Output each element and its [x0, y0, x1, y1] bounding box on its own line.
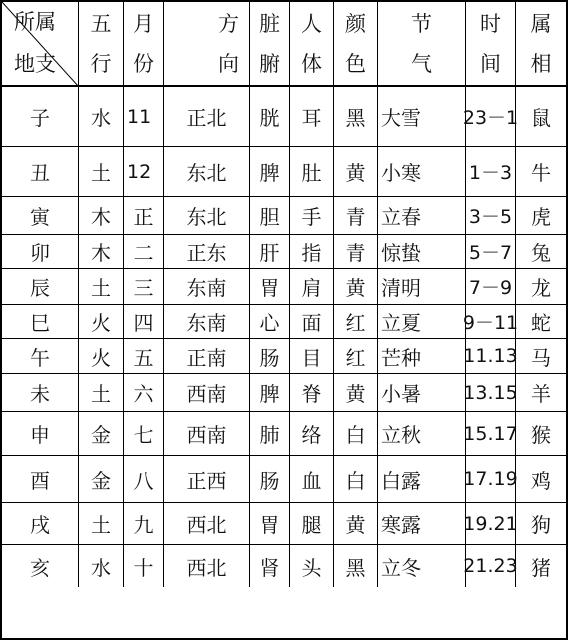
cell-dizhi: 未 [2, 374, 79, 412]
cell-time: 23－1 [466, 87, 516, 147]
cell-body: 头 [290, 545, 334, 587]
header-time-top: 时 [480, 11, 501, 36]
cell-zodiac: 猴 [516, 412, 566, 456]
cell-direction: 正西 [164, 456, 250, 503]
header-color-bottom: 色 [345, 51, 366, 76]
cell-dizhi: 申 [2, 412, 79, 456]
cell-direction: 东南 [164, 269, 250, 305]
cell-color: 红 [334, 339, 378, 374]
cell-dizhi: 酉 [2, 456, 79, 503]
cell-time: 5－7 [466, 235, 516, 269]
cell-zodiac: 鸡 [516, 456, 566, 503]
cell-dizhi: 午 [2, 339, 79, 374]
cell-wuxing: 火 [79, 305, 124, 339]
header-solar-term [378, 2, 466, 87]
cell-month: 六 [124, 374, 164, 412]
cell-dizhi: 丑 [2, 147, 79, 197]
header-organ-bottom: 腑 [259, 51, 280, 76]
corner-bottom-label: 地支 [14, 52, 56, 76]
cell-body: 手 [290, 197, 334, 235]
header-time [466, 2, 516, 87]
cell-solar-term: 小寒 [378, 147, 466, 197]
header-direction-top: 方 [218, 11, 239, 36]
cell-solar-term: 寒露 [378, 503, 466, 545]
cell-body: 腿 [290, 503, 334, 545]
cell-time: 21.23 [466, 545, 516, 587]
cell-dizhi: 寅 [2, 197, 79, 235]
cell-wuxing: 水 [79, 545, 124, 587]
cell-zodiac: 虎 [516, 197, 566, 235]
cell-zodiac: 牛 [516, 147, 566, 197]
cell-month: 12 [124, 147, 164, 197]
cell-body: 脊 [290, 374, 334, 412]
cell-wuxing: 火 [79, 339, 124, 374]
cell-direction: 西南 [164, 374, 250, 412]
cell-time: 3－5 [466, 197, 516, 235]
cell-month: 九 [124, 503, 164, 545]
cell-direction: 西北 [164, 545, 250, 587]
header-body [290, 2, 334, 87]
cell-body: 络 [290, 412, 334, 456]
cell-organ: 肾 [250, 545, 290, 587]
corner-header [2, 2, 79, 87]
header-wuxing [79, 2, 124, 87]
cell-solar-term: 大雪 [378, 87, 466, 147]
cell-month: 十 [124, 545, 164, 587]
cell-color: 黑 [334, 545, 378, 587]
cell-color: 黄 [334, 147, 378, 197]
cell-dizhi: 巳 [2, 305, 79, 339]
cell-month: 三 [124, 269, 164, 305]
header-direction-bottom: 向 [218, 51, 239, 76]
cell-direction: 西南 [164, 412, 250, 456]
cell-direction: 正东 [164, 235, 250, 269]
cell-body: 血 [290, 456, 334, 503]
cell-month: 正 [124, 197, 164, 235]
cell-color: 青 [334, 197, 378, 235]
header-solar-term-top: 节 [411, 11, 432, 36]
cell-organ: 心 [250, 305, 290, 339]
cell-month: 七 [124, 412, 164, 456]
cell-time: 9－11 [466, 305, 516, 339]
cell-color: 黄 [334, 503, 378, 545]
header-solar-term-bottom: 气 [411, 51, 432, 76]
cell-organ: 胆 [250, 197, 290, 235]
cell-wuxing: 土 [79, 374, 124, 412]
cell-time: 11.13 [466, 339, 516, 374]
cell-solar-term: 小暑 [378, 374, 466, 412]
cell-wuxing: 金 [79, 412, 124, 456]
cell-dizhi: 辰 [2, 269, 79, 305]
cell-dizhi: 亥 [2, 545, 79, 587]
cell-zodiac: 龙 [516, 269, 566, 305]
cell-time: 15.17 [466, 412, 516, 456]
cell-month: 八 [124, 456, 164, 503]
corner-top-label: 所属 [14, 10, 56, 34]
cell-organ: 脾 [250, 374, 290, 412]
cell-organ: 胃 [250, 503, 290, 545]
cell-wuxing: 水 [79, 87, 124, 147]
cell-month: 四 [124, 305, 164, 339]
header-month-bottom: 份 [133, 51, 154, 76]
header-color [334, 2, 378, 87]
header-time-bottom: 间 [480, 51, 501, 76]
header-direction [164, 2, 250, 87]
cell-month: 五 [124, 339, 164, 374]
cell-body: 肩 [290, 269, 334, 305]
cell-color: 白 [334, 456, 378, 503]
cell-direction: 正南 [164, 339, 250, 374]
cell-solar-term: 立春 [378, 197, 466, 235]
cell-organ: 胱 [250, 87, 290, 147]
cell-dizhi: 子 [2, 87, 79, 147]
cell-solar-term: 立秋 [378, 412, 466, 456]
cell-zodiac: 鼠 [516, 87, 566, 147]
cell-color: 青 [334, 235, 378, 269]
cell-month: 11 [124, 87, 164, 147]
header-color-top: 颜 [345, 11, 366, 36]
cell-body: 目 [290, 339, 334, 374]
cell-time: 17.19 [466, 456, 516, 503]
cell-wuxing: 木 [79, 235, 124, 269]
cell-organ: 胃 [250, 269, 290, 305]
header-organ-top: 脏 [259, 11, 280, 36]
cell-body: 耳 [290, 87, 334, 147]
cell-color: 黑 [334, 87, 378, 147]
cell-time: 1－3 [466, 147, 516, 197]
cell-solar-term: 立夏 [378, 305, 466, 339]
header-month [124, 2, 164, 87]
cell-time: 7－9 [466, 269, 516, 305]
header-month-top: 月 [133, 11, 154, 36]
cell-body: 指 [290, 235, 334, 269]
cell-wuxing: 土 [79, 503, 124, 545]
header-wuxing-bottom: 行 [90, 51, 112, 76]
cell-zodiac: 猪 [531, 555, 551, 580]
cell-wuxing: 土 [79, 147, 124, 197]
header-body-top: 人 [301, 11, 322, 36]
cell-time: 19.21 [466, 503, 516, 545]
cell-direction: 东北 [164, 147, 250, 197]
cell-zodiac: 兔 [516, 235, 566, 269]
cell-organ: 肠 [250, 339, 290, 374]
cell-direction: 东北 [164, 197, 250, 235]
header-wuxing-top: 五 [90, 11, 112, 36]
cell-direction: 西北 [164, 503, 250, 545]
cell-wuxing: 土 [79, 269, 124, 305]
cell-organ: 脾 [250, 147, 290, 197]
header-zodiac-bottom: 相 [530, 51, 552, 76]
cell-color: 红 [334, 305, 378, 339]
cell-organ: 肝 [250, 235, 290, 269]
cell-solar-term: 白露 [378, 456, 466, 503]
cell-zodiac: 狗 [516, 503, 566, 545]
cell-direction: 东南 [164, 305, 250, 339]
cell-solar-term: 芒种 [378, 339, 466, 374]
cell-zodiac: 羊 [516, 374, 566, 412]
header-zodiac [516, 2, 566, 87]
cell-zodiac: 马 [516, 339, 566, 374]
header-organ [250, 2, 290, 87]
cell-organ: 肺 [250, 412, 290, 456]
cell-zodiac: 蛇 [516, 305, 566, 339]
cell-solar-term: 惊蛰 [378, 235, 466, 269]
cell-body: 面 [290, 305, 334, 339]
cell-body: 肚 [290, 147, 334, 197]
cell-color: 黄 [334, 269, 378, 305]
cell-wuxing: 金 [79, 456, 124, 503]
header-body-bottom: 体 [301, 51, 322, 76]
cell-month: 二 [124, 235, 164, 269]
cell-color: 黄 [334, 374, 378, 412]
cell-time: 13.15 [466, 374, 516, 412]
header-zodiac-top: 属 [530, 11, 552, 36]
cell-dizhi: 卯 [2, 235, 79, 269]
cell-solar-term: 立冬 [378, 545, 466, 587]
table-grid [2, 2, 566, 638]
cell-organ: 肠 [250, 456, 290, 503]
cell-wuxing: 木 [79, 197, 124, 235]
cell-direction: 正北 [164, 87, 250, 147]
cell-color: 白 [334, 412, 378, 456]
cell-dizhi: 戌 [2, 503, 79, 545]
cell-solar-term: 清明 [378, 269, 466, 305]
